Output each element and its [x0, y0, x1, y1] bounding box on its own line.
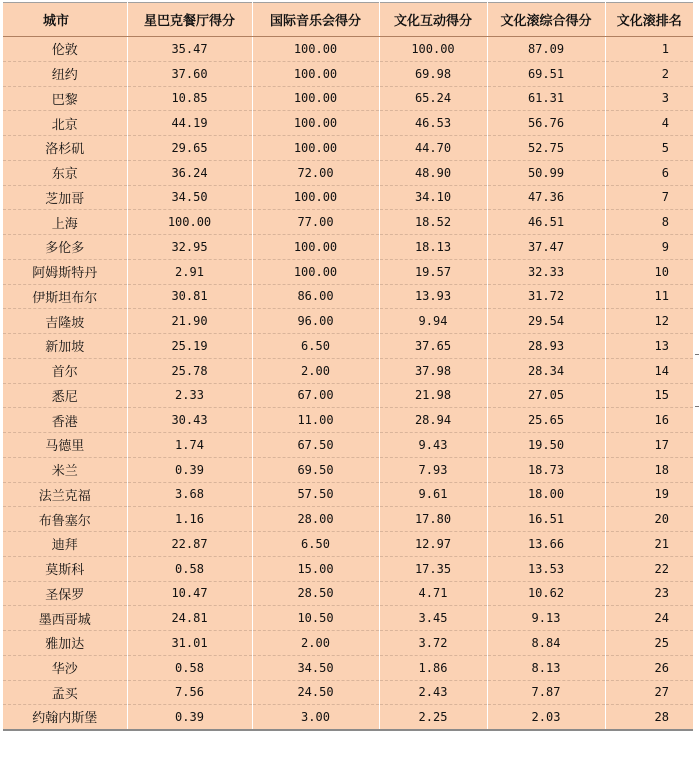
cell-composite-score: 28.34	[487, 358, 605, 383]
cell-starbucks-score: 24.81	[127, 606, 252, 631]
cell-starbucks-score: 1.16	[127, 507, 252, 532]
cell-starbucks-score: 22.87	[127, 532, 252, 557]
cell-interaction-score: 18.13	[379, 235, 487, 260]
cell-concert-score: 100.00	[252, 136, 379, 161]
cell-city: 悉尼	[3, 383, 127, 408]
cell-city: 约翰内斯堡	[3, 705, 127, 730]
cell-concert-score: 3.00	[252, 705, 379, 730]
table-row	[3, 309, 693, 334]
edge-tick-mark	[695, 406, 699, 407]
cell-interaction-score: 9.94	[379, 309, 487, 334]
table-row	[3, 433, 693, 458]
cell-city: 迪拜	[3, 532, 127, 557]
cell-composite-score: 7.87	[487, 680, 605, 705]
cell-rank: 16	[605, 408, 693, 433]
cell-rank: 14	[605, 358, 693, 383]
cell-composite-score: 46.51	[487, 210, 605, 235]
cell-rank: 13	[605, 334, 693, 359]
cell-interaction-score: 46.53	[379, 111, 487, 136]
cell-concert-score: 100.00	[252, 111, 379, 136]
table-row	[3, 358, 693, 383]
cell-concert-score: 2.00	[252, 358, 379, 383]
cell-interaction-score: 9.43	[379, 433, 487, 458]
cell-rank: 11	[605, 284, 693, 309]
table-row	[3, 532, 693, 557]
cell-concert-score: 100.00	[252, 86, 379, 111]
cell-rank: 6	[605, 160, 693, 185]
cell-city: 伊斯坦布尔	[3, 284, 127, 309]
cell-city: 吉隆坡	[3, 309, 127, 334]
header-concert-score: 国际音乐会得分	[252, 3, 379, 37]
cell-concert-score: 6.50	[252, 532, 379, 557]
table-row	[3, 581, 693, 606]
cell-composite-score: 50.99	[487, 160, 605, 185]
cell-composite-score: 32.33	[487, 259, 605, 284]
cell-composite-score: 27.05	[487, 383, 605, 408]
cell-rank: 23	[605, 581, 693, 606]
cell-concert-score: 24.50	[252, 680, 379, 705]
cell-rank: 28	[605, 705, 693, 730]
cell-composite-score: 13.53	[487, 556, 605, 581]
cell-composite-score: 8.84	[487, 631, 605, 656]
cell-rank: 1	[605, 37, 693, 62]
cell-starbucks-score: 100.00	[127, 210, 252, 235]
edge-tick-mark	[695, 354, 699, 355]
cell-interaction-score: 7.93	[379, 457, 487, 482]
table-row	[3, 259, 693, 284]
cell-concert-score: 100.00	[252, 37, 379, 62]
table-body	[3, 37, 693, 730]
cell-interaction-score: 21.98	[379, 383, 487, 408]
cell-composite-score: 52.75	[487, 136, 605, 161]
cell-interaction-score: 37.98	[379, 358, 487, 383]
cell-starbucks-score: 7.56	[127, 680, 252, 705]
cell-rank: 21	[605, 532, 693, 557]
table-row	[3, 556, 693, 581]
cell-composite-score: 9.13	[487, 606, 605, 631]
cell-starbucks-score: 44.19	[127, 111, 252, 136]
cell-rank: 3	[605, 86, 693, 111]
cell-starbucks-score: 25.78	[127, 358, 252, 383]
cell-composite-score: 87.09	[487, 37, 605, 62]
cell-composite-score: 31.72	[487, 284, 605, 309]
cell-rank: 27	[605, 680, 693, 705]
cell-composite-score: 37.47	[487, 235, 605, 260]
cell-concert-score: 67.50	[252, 433, 379, 458]
cell-composite-score: 16.51	[487, 507, 605, 532]
cell-composite-score: 18.73	[487, 457, 605, 482]
cell-city: 马德里	[3, 433, 127, 458]
cell-starbucks-score: 25.19	[127, 334, 252, 359]
header-city: 城市	[3, 3, 127, 37]
cell-rank: 24	[605, 606, 693, 631]
cell-city: 伦敦	[3, 37, 127, 62]
cell-city: 孟买	[3, 680, 127, 705]
cell-interaction-score: 65.24	[379, 86, 487, 111]
cell-interaction-score: 100.00	[379, 37, 487, 62]
cell-interaction-score: 37.65	[379, 334, 487, 359]
cell-rank: 19	[605, 482, 693, 507]
header-rank: 文化滚排名	[605, 3, 693, 37]
cell-starbucks-score: 0.58	[127, 556, 252, 581]
cell-concert-score: 100.00	[252, 235, 379, 260]
cell-city: 洛杉矶	[3, 136, 127, 161]
cell-composite-score: 56.76	[487, 111, 605, 136]
table-row	[3, 235, 693, 260]
cell-concert-score: 2.00	[252, 631, 379, 656]
cell-concert-score: 96.00	[252, 309, 379, 334]
cell-city: 芝加哥	[3, 185, 127, 210]
cell-rank: 9	[605, 235, 693, 260]
cell-interaction-score: 2.25	[379, 705, 487, 730]
cell-concert-score: 15.00	[252, 556, 379, 581]
table-row	[3, 383, 693, 408]
cell-city: 圣保罗	[3, 581, 127, 606]
cell-city: 巴黎	[3, 86, 127, 111]
cell-concert-score: 67.00	[252, 383, 379, 408]
cell-interaction-score: 2.43	[379, 680, 487, 705]
cell-concert-score: 34.50	[252, 655, 379, 680]
table-row	[3, 507, 693, 532]
header-interaction-score: 文化互动得分	[379, 3, 487, 37]
cell-composite-score: 13.66	[487, 532, 605, 557]
cell-concert-score: 69.50	[252, 457, 379, 482]
cell-starbucks-score: 10.85	[127, 86, 252, 111]
cell-rank: 2	[605, 61, 693, 86]
cell-city: 新加坡	[3, 334, 127, 359]
table-row	[3, 61, 693, 86]
cell-rank: 5	[605, 136, 693, 161]
cell-concert-score: 11.00	[252, 408, 379, 433]
cell-city: 北京	[3, 111, 127, 136]
cell-concert-score: 57.50	[252, 482, 379, 507]
cell-starbucks-score: 36.24	[127, 160, 252, 185]
cell-rank: 8	[605, 210, 693, 235]
cell-city: 墨西哥城	[3, 606, 127, 631]
table-row	[3, 210, 693, 235]
table-row	[3, 86, 693, 111]
cell-composite-score: 25.65	[487, 408, 605, 433]
cell-rank: 26	[605, 655, 693, 680]
cell-starbucks-score: 29.65	[127, 136, 252, 161]
cell-interaction-score: 1.86	[379, 655, 487, 680]
cell-city: 阿姆斯特丹	[3, 259, 127, 284]
cell-composite-score: 29.54	[487, 309, 605, 334]
cell-starbucks-score: 21.90	[127, 309, 252, 334]
cell-interaction-score: 9.61	[379, 482, 487, 507]
table-row	[3, 185, 693, 210]
cell-interaction-score: 17.35	[379, 556, 487, 581]
cell-composite-score: 18.00	[487, 482, 605, 507]
cell-starbucks-score: 2.91	[127, 259, 252, 284]
header-starbucks-score: 星巴克餐厅得分	[127, 3, 252, 37]
cell-city: 香港	[3, 408, 127, 433]
cell-rank: 25	[605, 631, 693, 656]
cell-concert-score: 10.50	[252, 606, 379, 631]
header-composite-score: 文化滚综合得分	[487, 3, 605, 37]
table-row	[3, 631, 693, 656]
table-row	[3, 136, 693, 161]
cell-rank: 15	[605, 383, 693, 408]
cell-concert-score: 77.00	[252, 210, 379, 235]
cell-starbucks-score: 30.43	[127, 408, 252, 433]
cell-interaction-score: 12.97	[379, 532, 487, 557]
cell-city: 法兰克福	[3, 482, 127, 507]
cell-city: 纽约	[3, 61, 127, 86]
cell-starbucks-score: 31.01	[127, 631, 252, 656]
table-row	[3, 37, 693, 62]
header-row	[3, 3, 693, 37]
cell-concert-score: 86.00	[252, 284, 379, 309]
cell-rank: 18	[605, 457, 693, 482]
cell-rank: 17	[605, 433, 693, 458]
cell-concert-score: 100.00	[252, 185, 379, 210]
cell-starbucks-score: 10.47	[127, 581, 252, 606]
table-row	[3, 705, 693, 730]
ranking-table	[3, 2, 693, 731]
cell-concert-score: 100.00	[252, 61, 379, 86]
cell-interaction-score: 69.98	[379, 61, 487, 86]
cell-starbucks-score: 0.58	[127, 655, 252, 680]
cell-interaction-score: 34.10	[379, 185, 487, 210]
cell-city: 上海	[3, 210, 127, 235]
cell-starbucks-score: 34.50	[127, 185, 252, 210]
cell-city: 华沙	[3, 655, 127, 680]
cell-interaction-score: 3.72	[379, 631, 487, 656]
cell-composite-score: 61.31	[487, 86, 605, 111]
cell-city: 多伦多	[3, 235, 127, 260]
cell-interaction-score: 48.90	[379, 160, 487, 185]
cell-rank: 7	[605, 185, 693, 210]
cell-concert-score: 6.50	[252, 334, 379, 359]
cell-starbucks-score: 2.33	[127, 383, 252, 408]
cell-city: 布鲁塞尔	[3, 507, 127, 532]
cell-interaction-score: 28.94	[379, 408, 487, 433]
cell-starbucks-score: 3.68	[127, 482, 252, 507]
table-row	[3, 334, 693, 359]
cell-composite-score: 2.03	[487, 705, 605, 730]
cell-interaction-score: 17.80	[379, 507, 487, 532]
table-row	[3, 284, 693, 309]
table-row	[3, 111, 693, 136]
cell-composite-score: 69.51	[487, 61, 605, 86]
table-row	[3, 606, 693, 631]
cell-city: 米兰	[3, 457, 127, 482]
cell-interaction-score: 18.52	[379, 210, 487, 235]
cell-rank: 12	[605, 309, 693, 334]
cell-city: 雅加达	[3, 631, 127, 656]
cell-interaction-score: 19.57	[379, 259, 487, 284]
cell-interaction-score: 4.71	[379, 581, 487, 606]
cell-starbucks-score: 35.47	[127, 37, 252, 62]
cell-city: 莫斯科	[3, 556, 127, 581]
table-row	[3, 655, 693, 680]
cell-interaction-score: 44.70	[379, 136, 487, 161]
table-row	[3, 680, 693, 705]
cell-composite-score: 8.13	[487, 655, 605, 680]
cell-starbucks-score: 0.39	[127, 705, 252, 730]
cell-concert-score: 28.50	[252, 581, 379, 606]
cell-composite-score: 28.93	[487, 334, 605, 359]
table-row	[3, 408, 693, 433]
cell-interaction-score: 13.93	[379, 284, 487, 309]
cell-rank: 22	[605, 556, 693, 581]
table-row	[3, 482, 693, 507]
cell-composite-score: 10.62	[487, 581, 605, 606]
cell-interaction-score: 3.45	[379, 606, 487, 631]
cell-concert-score: 28.00	[252, 507, 379, 532]
cell-city: 东京	[3, 160, 127, 185]
cell-rank: 4	[605, 111, 693, 136]
table-row	[3, 457, 693, 482]
cell-composite-score: 47.36	[487, 185, 605, 210]
cell-rank: 10	[605, 259, 693, 284]
cell-composite-score: 19.50	[487, 433, 605, 458]
cell-starbucks-score: 0.39	[127, 457, 252, 482]
cell-starbucks-score: 32.95	[127, 235, 252, 260]
cell-concert-score: 100.00	[252, 259, 379, 284]
cell-starbucks-score: 37.60	[127, 61, 252, 86]
cell-rank: 20	[605, 507, 693, 532]
table-row	[3, 160, 693, 185]
cell-city: 首尔	[3, 358, 127, 383]
cell-starbucks-score: 1.74	[127, 433, 252, 458]
cell-concert-score: 72.00	[252, 160, 379, 185]
cell-starbucks-score: 30.81	[127, 284, 252, 309]
